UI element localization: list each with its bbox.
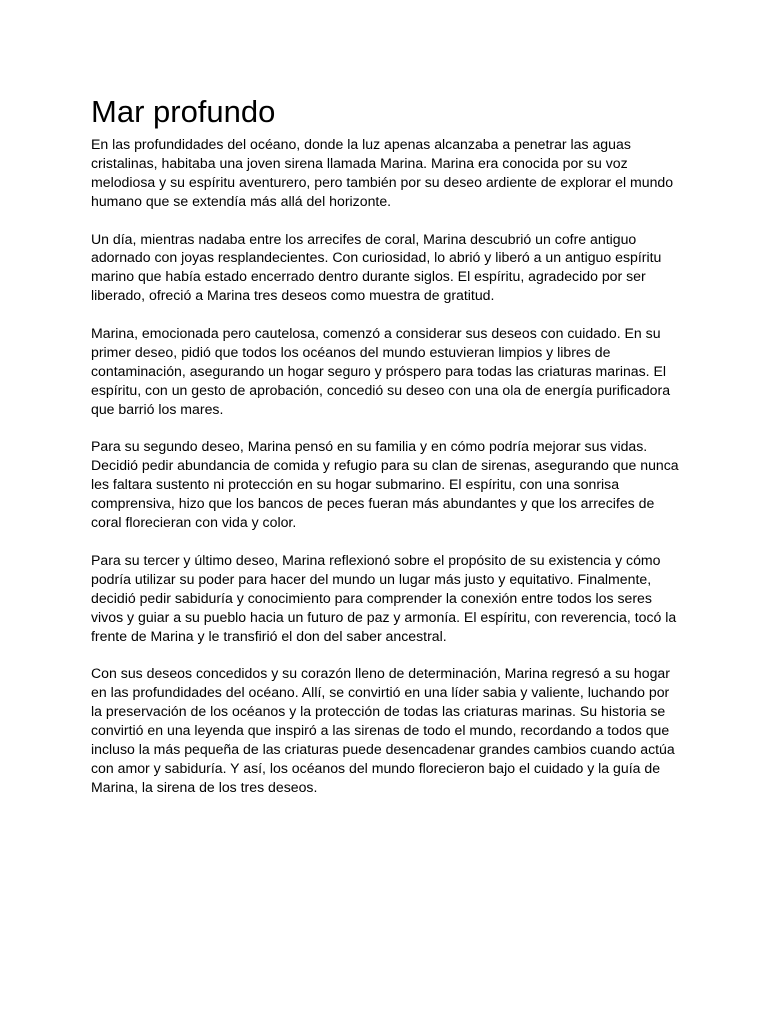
paragraph-1: En las profundidades del océano, donde la luz apenas alcanzaba a penetrar las aguas cristalinas, habitaba una joven sirena llamada Marina. Marina era conocida por su voz melodiosa y su espíritu aventurero, pero también por su deseo ardiente de explorar el mundo humano que se extendía más allá del horizonte.: [91, 136, 674, 209]
paragraph-2: Un día, mientras nadaba entre los arrecifes de coral, Marina descubrió un cofre antiguo adornado con joyas resplandecientes. Con curiosidad, lo abrió y liberó a un antiguo espíritu marino que había estado encerrado dentro durante siglos. El espíritu, agradecido por ser liberado, ofreció a Marina tres deseos como muestra de gratitud.: [91, 230, 662, 304]
document-page: [91, 92, 681, 816]
document-body: [91, 135, 681, 797]
paragraph-4: Para su segundo deseo, Marina pensó en su familia y en cómo podría mejorar sus vidas. Decidió pedir abundancia de comida y refugio para su clan de sirenas, asegurando que nunca les faltara sustento ni protección en su hogar submarino. El espíritu, con una sonrisa comprensiva, hizo que los bancos de peces fueran más abundantes y que los arrecifes de coral florecieran con vida y color.: [91, 438, 679, 531]
paragraph-3: Marina, emocionada pero cautelosa, comenzó a considerar sus deseos con cuidado. En su primer deseo, pidió que todos los océanos del mundo estuvieran limpios y libres de contaminación, asegurando un hogar seguro y próspero para todas las criaturas marinas. El espíritu, con un gesto de aprobación, concedió su deseo con una ola de energía purificadora que barrió los mares.: [91, 325, 671, 417]
paragraph-6: Con sus deseos concedidos y su corazón lleno de determinación, Marina regresó a su hogar en las profundidades del océano. Allí, se convirtió en una líder sabia y valiente, luchando por la preservación de los océanos y la protección de todas las criaturas marinas. Su historia se convirtió en una leyenda que inspiró a las sirenas de todo el mundo, recordando a todos que incluso la más pequeña de las criaturas puede desencadenar grandes cambios cuando actúa con amor y sabiduría. Y así, los océanos del mundo florecieron bajo el cuidado y la guía de Marina, la sirena de los tres deseos.: [91, 665, 675, 795]
paragraph-5: Para su tercer y último deseo, Marina reflexionó sobre el propósito de su existencia y cómo podría utilizar su poder para hacer del mundo un lugar más justo y equitativo. Finalmente, decidió pedir sabiduría y conocimiento para comprender la conexión entre todos los seres vivos y guiar a su pueblo hacia un futuro de paz y armonía. El espíritu, con reverencia, tocó la frente de Marina y le transfirió el don del saber ancestral.: [91, 551, 677, 644]
page-title: Mar profundo: [91, 94, 276, 129]
